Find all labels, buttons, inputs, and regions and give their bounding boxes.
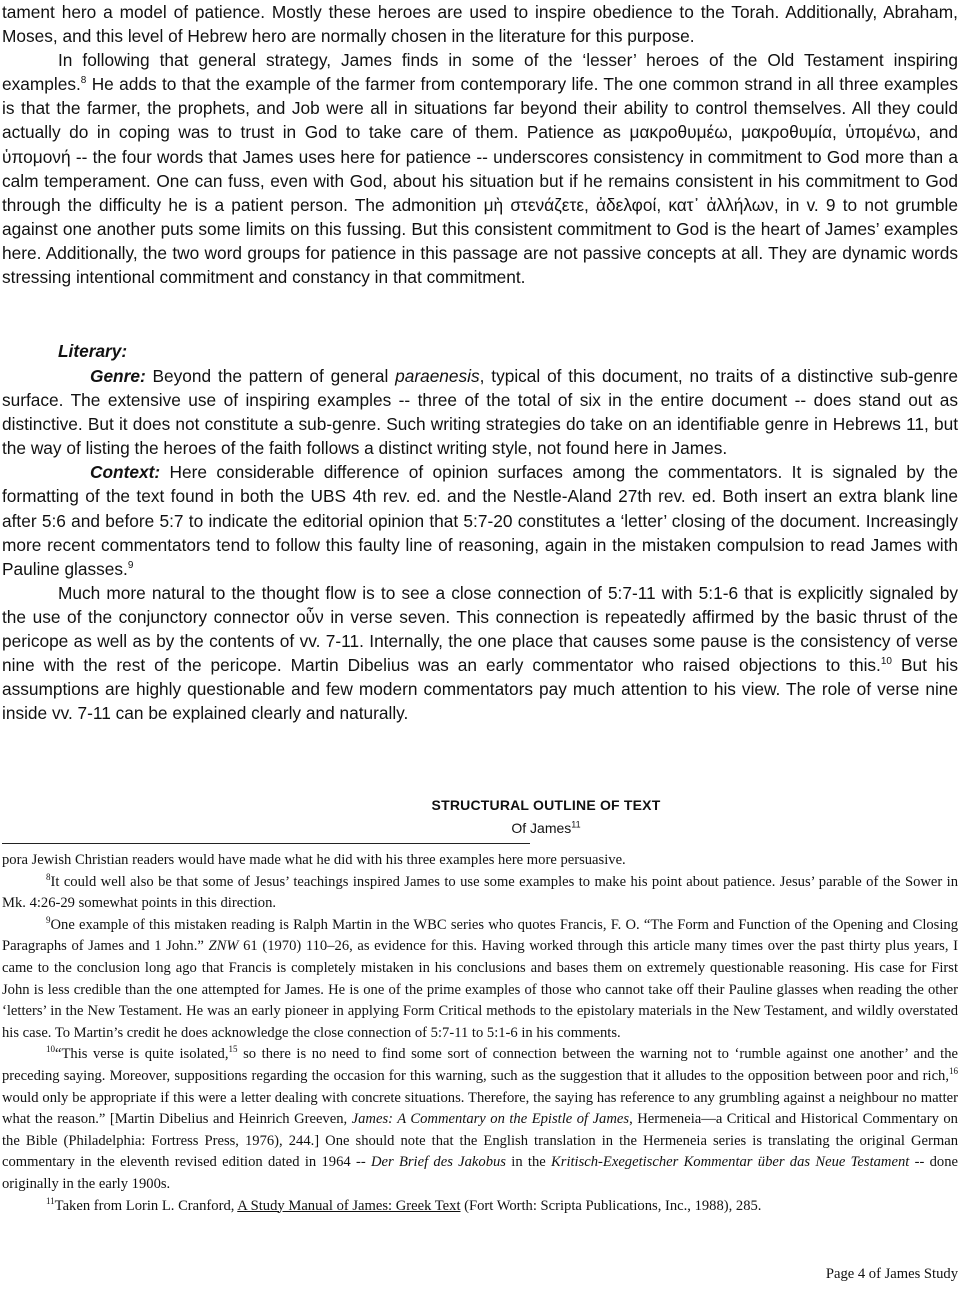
footnote-ref-11[interactable]: 11	[571, 819, 581, 830]
footnote-divider	[2, 843, 530, 844]
outline-subtitle: Of James$^{11}$	[511, 819, 581, 836]
footnotes	[2, 850, 958, 1217]
page-number-footer: Page 4 of James Study	[825, 1266, 958, 1282]
genre-label: Genre:	[90, 366, 146, 386]
footnote-11: $^{11}$Taken from Lorin L. Cranford, A Study Manual of James: Greek Text (Fort Worth: Scripta Publications, Inc., 1988), 285.	[46, 1195, 762, 1214]
main-text-literary	[2, 364, 958, 725]
paragraph-strategy: In following that general strategy, James finds in some of the ‘lesser’ heroes of the Old Testament inspiring examples.$^8$ He adds to that the example of the farmer from contemporary life. The one common strand in all three examples is that the farmer, the prophets, and Job were all in situations far beyond their ability to control themselves. All they could actually do in coping was to trust in God to take care of them. Patience as μακροθυμέω, μακροθυμία, ὑπομένω, and ὑπομονή -- the four words that James uses here for patience -- underscores consistency in commitment to God more than a calm temperament. One can fuss, even with God, about his situation but if he remains consistent in his commitment to God through the difficulty he is a patient person. The admonition μὴ στενάζετε, ἀδελφοί, κατ᾽ ἀλλήλων, in v. 9 to not grumble against one another puts some limits on this fussing. But this consistent commitment to God is the heart of James’ examples here. Additionally, the two word groups for patience in this passage are not passive concepts at all. They are dynamic words stressing intentional commitment and constancy in that commitment.	[2, 50, 958, 288]
footnote-ref-10[interactable]: 10	[880, 656, 892, 668]
paragraph-much-more: Much more natural to the thought flow is to see a close connection of 5:7-11 with 5:1-6 that is explicitly signaled by the use of the conjunctory connector οὖν in verse seven. This connection is repeatedly affirmed by the basic thrust of the pericope as well as by the contents of vv. 7-11. Internally, the one place that causes some pause is the consistency of verse nine with the rest of the pericope. Martin Dibelius was an early commentator who raised objections to this.$^{10}$ But his assumptions are highly questionable and few modern commentators pay much attention to his view. The role of verse nine inside vv. 7-11 can be explained clearly and naturally.	[2, 582, 958, 724]
paragraph-context: Context: Here considerable difference of opinion surfaces among the commentators. It is signaled by the formatting of the text found in both the UBS 4th rev. ed. and the Nestle-Aland 27th rev. ed. Both insert an extra blank line after 5:6 and before 5:7 to indicate the editorial opinion that 5:7-20 constitutes a ‘letter’ closing of the document. Increasingly more recent commentators tend to follow this faulty line of reasoning, again in the mistaken compulsion to read James with Pauline glasses.$^9$	[2, 462, 958, 579]
footnote-9: $^9$One example of this mistaken reading is Ralph Martin in the WBC series who quotes Francis, F. O. “The Form and Function of the Opening and Closing Paragraphs of James and 1 John.” ZNW 61 (1970) 110–26, as evidence for this. Having worked through this article many times over the past thirty plus years, I came to the conclusion long ago that Francis is completely mistaken in his conclusions and bases them on extremely questionable reasoning. His case for First John is less credible than the one attempted for James. He is one of the prime examples of those who cannot take off their Pauline glasses when reading the other ‘letters’ in the New Testament. He was an early pioneer in applying Form Critical methods to the epistolary materials in the New Testament, and wildly overstated his case. To Martin’s credit he does acknowledge the close connection of 5:7-11 to 5:1-6 in his comments.	[2, 914, 958, 1041]
main-text-top	[2, 0, 958, 289]
footnote-10: $^{10}$“This verse is quite isolated,$^{15}$ so there is no need to find some sort of connection between the warning not to ‘rumble against one another’ and the preceding saying. Moreover, suppositions regarding the occasion for this warning, such as the suggestion that it alludes to the opposition between poor and rich,$^{16}$ would only be appropriate if this were a letter dealing with concrete situations. Therefore, the saying has reference to any grumbling against a neighbour no matter what the reason.” [Martin Dibelius and Heinrich Greeven, James: A Commentary on the Epistle of James, Hermeneia—a Critical and Historical Commentary on the Bible (Philadelphia: Fortress Press, 1976), 244.] One should note that the English translation in the Hermeneia series is translating the original German commentary in the eleventh revised edition dated in 1964 -- Der Brief des Jakobus in the Kritisch-Exegetischer Kommentar über das Neue Testament -- done originally in the early 1900s.	[2, 1044, 958, 1192]
footnote-ref-8[interactable]: 8	[80, 75, 87, 87]
context-label: Context:	[90, 462, 161, 483]
paragraph-genre: Genre: Beyond the pattern of general paraenesis, typical of this document, no traits of a distinctive sub-genre surface. The extensive use of inspiring examples -- three of the total of six in the entire document -- does stand out as distinctive. But it does not constitute a sub-genre. Such writing strategies do take on an identifiable genre in Hebrews 11, but the way of listing the heroes of the faith follows a distinct writing style, not found here in James.	[2, 366, 958, 459]
footnote-continuation: pora Jewish Christian readers would have made what he did with his three examples here more persuasive.	[2, 852, 626, 868]
footnote-8: $^8$It could well also be that some of Jesus’ teachings inspired James to use some examples to make his point about patience. Jesus’ parable of the Sower in Mk. 4:26-29 somewhat points in this direction.	[2, 871, 958, 912]
footnote-ref-9[interactable]: 9	[127, 559, 134, 571]
literary-heading: Literary:	[58, 341, 128, 361]
outline-title: STRUCTURAL OUTLINE OF TEXT	[431, 797, 661, 813]
paragraph-continuation: tament hero a model of patience. Mostly these heroes are used to inspire obedience to the Torah. Additionally, Abraham, Moses, and this level of Hebrew hero are normally chosen in the literature for this purpose.	[2, 2, 958, 47]
